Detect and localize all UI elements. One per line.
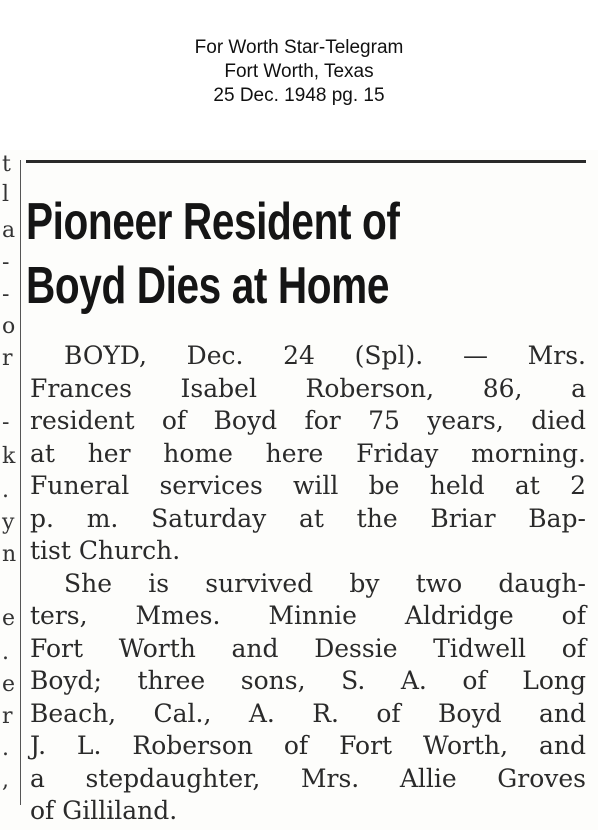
headline-line: Pioneer Resident of (26, 193, 400, 251)
paragraph-line: ters, Mmes. Minnie Aldridge of (30, 601, 586, 630)
column-divider (20, 160, 21, 805)
fragment: e (2, 606, 16, 631)
paragraph-line: J. L. Roberson of Fort Worth, and (30, 731, 586, 760)
paragraph-line: tist Church. (30, 536, 181, 565)
fragment: , (2, 768, 9, 793)
paragraph-line: of Gilliland. (30, 796, 178, 825)
paragraph-line: Fort Worth and Dessie Tidwell of (30, 633, 586, 663)
paragraph-line: Beach, Cal., A. R. of Boyd and (30, 698, 586, 728)
fragment: k (2, 444, 16, 469)
article-headline (26, 190, 463, 318)
paragraph-line: at her home here Friday morning. (30, 438, 586, 468)
paragraph-line: Boyd; three sons, S. A. of Long (30, 666, 586, 695)
paragraph-line: a stepdaughter, Mrs. Allie Groves (30, 763, 586, 793)
paragraph-line: Frances Isabel Roberson, 86, a (30, 373, 586, 403)
fragment: r (2, 704, 13, 729)
headline-line: Boyd Dies at Home (26, 257, 390, 315)
fragment: - (2, 410, 10, 435)
fragment: n (2, 542, 17, 567)
newspaper-clipping (0, 150, 598, 830)
top-rule (26, 160, 586, 163)
fragment: t (2, 152, 11, 177)
paragraph-line: resident of Boyd for 75 years, died (30, 406, 586, 435)
clipping-caption (0, 36, 598, 108)
paragraph-line: p. m. Saturday at the Briar Bap- (30, 503, 586, 533)
publication-date-page: 25 Dec. 1948 pg. 15 (213, 85, 385, 106)
fragment: . (2, 640, 9, 665)
article-body (30, 340, 586, 828)
fragment: a (2, 218, 16, 243)
publication-location: Fort Worth, Texas (224, 61, 374, 82)
fragment: e (2, 672, 16, 697)
publication-name: For Worth Star-Telegram (194, 37, 404, 58)
fragment: - (2, 250, 10, 275)
adjacent-column-strip (0, 150, 22, 830)
paragraph-line: BOYD, Dec. 24 (Spl). — Mrs. (64, 341, 586, 370)
paragraph-line: She is survived by two daugh- (64, 568, 586, 598)
fragment: l (2, 182, 10, 207)
fragment: y (2, 510, 15, 535)
fragment: - (2, 282, 10, 307)
fragment: o (2, 314, 16, 339)
fragment: . (2, 736, 9, 761)
fragment: . (2, 478, 9, 503)
paragraph-line: Funeral services will be held at 2 (30, 471, 586, 500)
fragment: r (2, 346, 13, 371)
